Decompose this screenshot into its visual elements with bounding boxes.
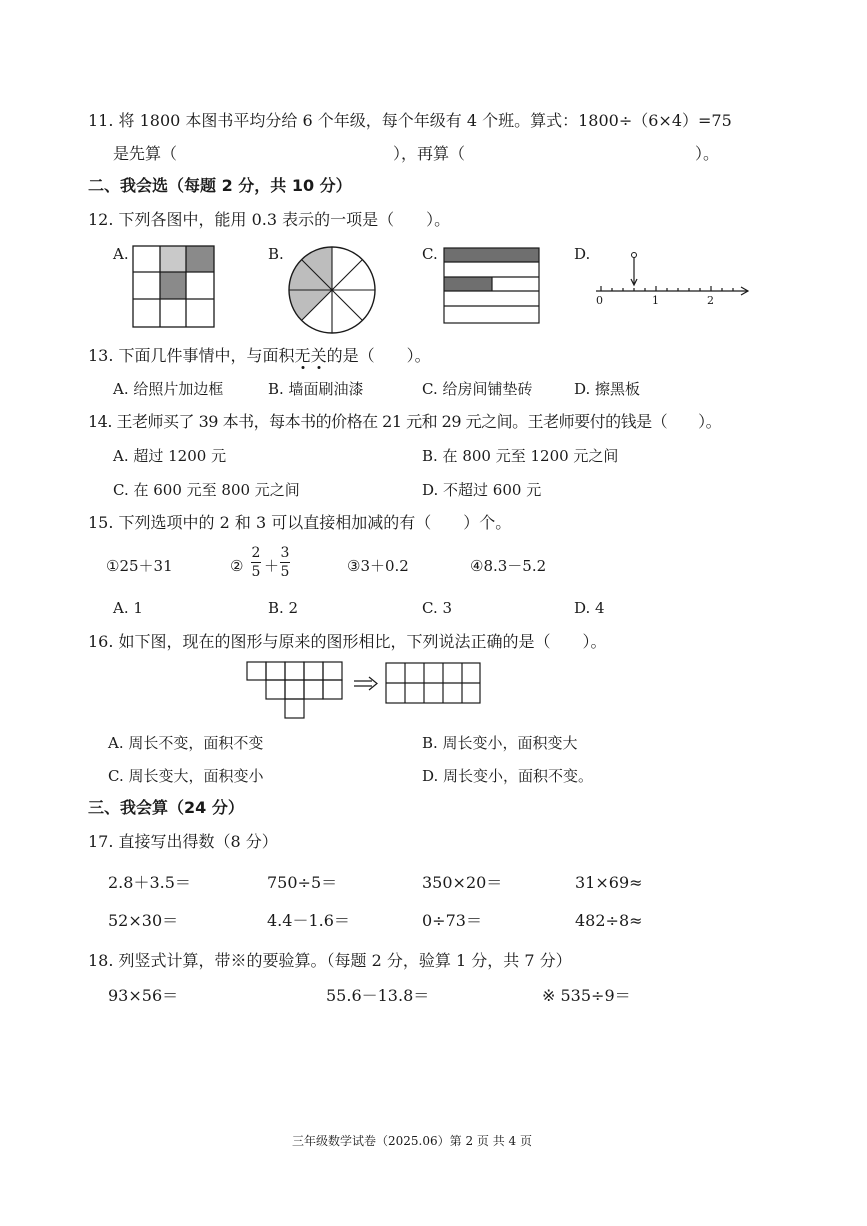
q17-r1-c3: 350×20＝ bbox=[422, 873, 503, 892]
q18-item-2: 55.6－13.8＝ bbox=[326, 986, 430, 1005]
q17-r2-c2: 4.4－1.6＝ bbox=[267, 911, 350, 930]
q13-option-a: A. 给照片加边框 bbox=[113, 380, 224, 398]
q11-line2-c: ）。 bbox=[695, 144, 720, 163]
q13-option-d: D. 擦黑板 bbox=[574, 380, 641, 398]
q12-figure-c-bars bbox=[443, 247, 541, 325]
q12-figure-b-circle bbox=[286, 244, 378, 336]
q15-fraction-1: 2 5 bbox=[251, 545, 261, 580]
q15-item-1: ①25＋31 bbox=[106, 557, 173, 575]
q15-option-d: D. 4 bbox=[574, 599, 605, 617]
q12-figure-d-number-line bbox=[588, 248, 754, 312]
page-footer: 三年级数学试卷（2025.06）第 2 页 共 4 页 bbox=[292, 1134, 532, 1148]
q12-stem: 12. 下列各图中，能用 0.3 表示的一项是（ ）。 bbox=[88, 210, 451, 229]
q13-stem: 13. 下面几件事情中，与面积无关的是（ ）。 bbox=[88, 346, 431, 365]
q15-option-b: B. 2 bbox=[268, 599, 299, 617]
q12-figure-a-grid bbox=[132, 245, 216, 329]
number-line-tick-0: 0 bbox=[596, 294, 603, 307]
q17-r2-c1: 52×30＝ bbox=[108, 911, 179, 930]
q16-option-b: B. 周长变小，面积变大 bbox=[422, 734, 578, 752]
q12-label-a: A. bbox=[113, 245, 129, 263]
q13-option-c: C. 给房间铺垫砖 bbox=[422, 380, 533, 398]
q17-stem: 17. 直接写出得数（8 分） bbox=[88, 832, 278, 851]
q18-item-1: 93×56＝ bbox=[108, 986, 179, 1005]
q12-label-c: C. bbox=[422, 245, 438, 263]
q17-r2-c4: 482÷8≈ bbox=[575, 911, 643, 930]
q14-option-c: C. 在 600 元至 800 元之间 bbox=[113, 481, 300, 499]
q13-option-b: B. 墙面刷油漆 bbox=[268, 380, 364, 398]
q17-r2-c3: 0÷73＝ bbox=[422, 911, 482, 930]
q15-option-c: C. 3 bbox=[422, 599, 453, 617]
q15-item-2-mark: ② bbox=[230, 557, 244, 575]
q16-option-a: A. 周长不变，面积不变 bbox=[108, 734, 264, 752]
q11-line2-a: 是先算（ bbox=[113, 144, 178, 163]
q12-label-b: B. bbox=[268, 245, 284, 263]
q14-option-a: A. 超过 1200 元 bbox=[113, 447, 227, 465]
q16-stem: 16. 如下图，现在的图形与原来的图形相比，下列说法正确的是（ ）。 bbox=[88, 632, 607, 651]
q17-r1-c2: 750÷5＝ bbox=[267, 873, 338, 892]
q14-stem: 14. 王老师买了 39 本书，每本书的价格在 21 元和 29 元之间。王老师要付的钱是（ ）。 bbox=[88, 412, 722, 431]
q14-option-d: D. 不超过 600 元 bbox=[422, 481, 542, 499]
q15-item-3: ③3＋0.2 bbox=[347, 557, 409, 575]
q15-stem: 15. 下列选项中的 2 和 3 可以直接相加减的有（ ）个。 bbox=[88, 513, 512, 532]
q18-item-3: ※ 535÷9＝ bbox=[542, 986, 631, 1005]
q15-item-2-plus: ＋ bbox=[264, 557, 280, 575]
number-line-tick-1: 1 bbox=[652, 294, 659, 307]
number-line-tick-2: 2 bbox=[707, 294, 714, 307]
q18-stem: 18. 列竖式计算，带※的要验算。（每题 2 分，验算 1 分，共 7 分） bbox=[88, 951, 572, 970]
q11-line2-b: ），再算（ bbox=[393, 144, 466, 163]
q16-option-c: C. 周长变大，面积变小 bbox=[108, 767, 264, 785]
q17-r1-c4: 31×69≈ bbox=[575, 873, 643, 892]
q17-r1-c1: 2.8＋3.5＝ bbox=[108, 873, 191, 892]
q15-item-4: ④8.3－5.2 bbox=[470, 557, 547, 575]
q16-option-d: D. 周长变小，面积不变。 bbox=[422, 767, 594, 785]
q15-fraction-2: 3 5 bbox=[280, 545, 290, 580]
q11-line1: 11. 将 1800 本图书平均分给 6 个年级，每个年级有 4 个班。算式：1800÷（6×4）=75 bbox=[88, 111, 732, 130]
q15-option-a: A. 1 bbox=[113, 599, 143, 617]
q12-label-d: D. bbox=[574, 245, 591, 263]
q16-figure-shapes bbox=[246, 661, 482, 721]
section2-title: 二、我会选（每题 2 分，共 10 分） bbox=[88, 176, 352, 195]
q14-option-b: B. 在 800 元至 1200 元之间 bbox=[422, 447, 619, 465]
section3-title: 三、我会算（24 分） bbox=[88, 798, 244, 817]
